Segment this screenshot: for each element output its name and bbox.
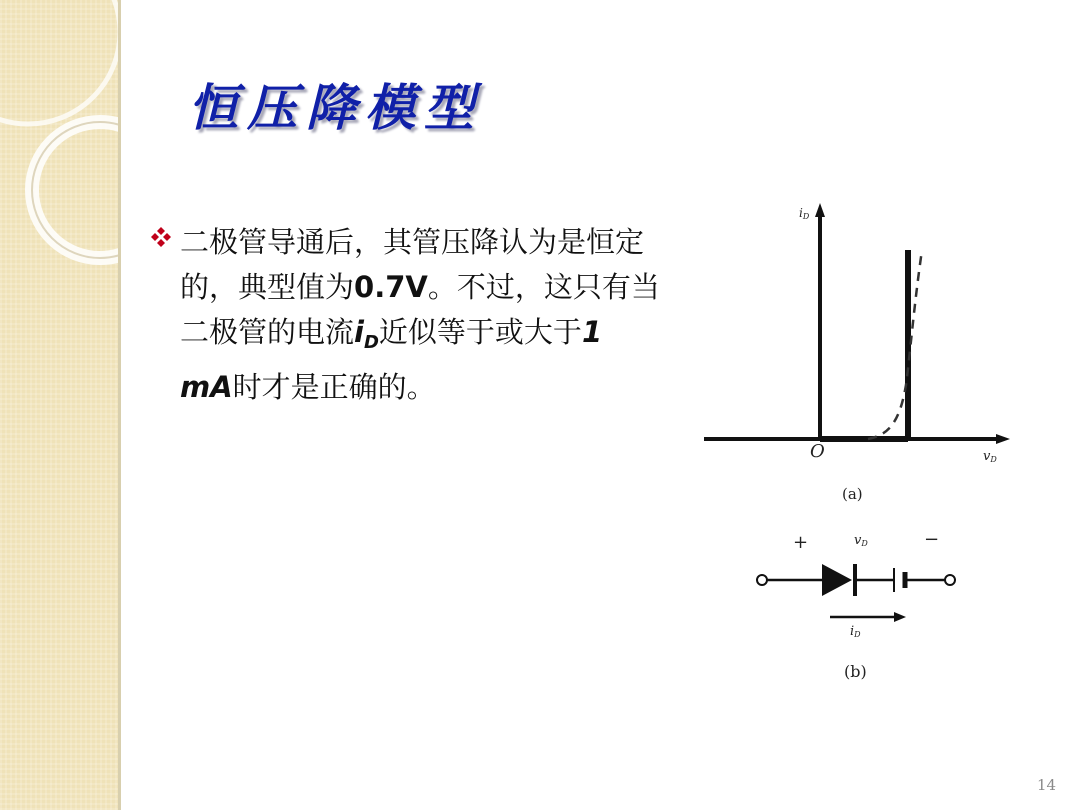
page-number: 14 — [1037, 776, 1057, 794]
diode-circuit-model — [757, 529, 955, 681]
origin-label: O — [810, 441, 825, 462]
current-symbol: i — [354, 315, 364, 349]
x-axis-label: vD — [983, 449, 997, 464]
iv-characteristic — [704, 203, 1010, 503]
decorative-circles-icon — [0, 0, 118, 810]
diamond-bullet-icon — [150, 226, 172, 248]
diode-symbol-icon — [822, 564, 852, 596]
plus-sign: + — [793, 532, 809, 553]
bullet-paragraph — [180, 220, 660, 410]
minus-sign: − — [924, 529, 940, 550]
panel-divider — [118, 0, 121, 810]
voltage-label: vD — [854, 533, 868, 548]
text-part-2: 。不过，这只有当二极管的电流 — [180, 270, 660, 349]
bullet-list — [150, 220, 670, 410]
side-decoration-panel — [0, 0, 118, 810]
caption-b: (b) — [844, 662, 867, 681]
current-subscript: D — [363, 332, 379, 353]
y-axis-label: iD — [799, 206, 810, 221]
caption-a: (a) — [842, 485, 863, 503]
diode-model-figure — [700, 195, 1020, 695]
current-label: iD — [850, 624, 861, 639]
y-axis-arrow-icon — [815, 203, 825, 217]
current-threshold: 1 mA — [180, 315, 603, 404]
text-part-4: 时才是正确的。 — [232, 370, 436, 404]
current-arrow-icon — [894, 612, 906, 622]
right-terminal-icon — [945, 575, 955, 585]
text-part-1: 二极管导通后，其管压降认为是恒定的，典型值为 — [180, 225, 645, 304]
actual-curve-dashed — [868, 250, 922, 439]
x-axis-arrow-icon — [996, 434, 1010, 444]
page-title: 恒压降模型 — [188, 78, 483, 137]
text-part-3: 近似等于或大于 — [378, 315, 582, 349]
left-terminal-icon — [757, 575, 767, 585]
voltage-value: 0.7V — [354, 270, 428, 304]
